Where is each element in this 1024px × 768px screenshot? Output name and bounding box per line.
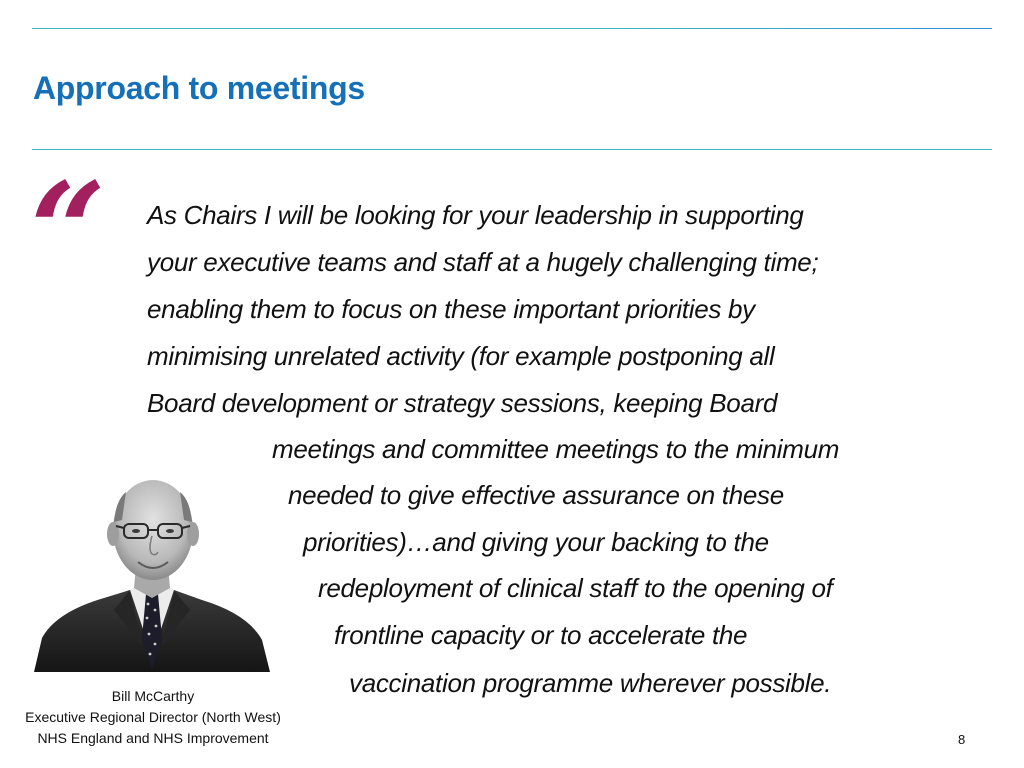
quote-mark-icon: “ bbox=[30, 154, 106, 309]
quote-line: frontline capacity or to accelerate the bbox=[334, 620, 748, 650]
quote-line: redeployment of clinical staff to the opening of bbox=[318, 573, 833, 603]
quote-line: Board development or strategy sessions, keeping Board bbox=[147, 388, 778, 418]
quote-line: As Chairs I will be looking for your leadership in supporting bbox=[147, 200, 804, 230]
speaker-organisation: NHS England and NHS Improvement bbox=[37, 730, 269, 746]
speaker-role: Executive Regional Director (North West) bbox=[25, 709, 281, 725]
quote-line: vaccination programme wherever possible. bbox=[349, 668, 832, 698]
quote-line: meetings and committee meetings to the minimum bbox=[272, 434, 840, 464]
title-divider bbox=[32, 149, 992, 150]
top-divider bbox=[32, 28, 992, 29]
slide-title: Approach to meetings bbox=[33, 70, 365, 106]
quote-line: minimising unrelated activity (for example postponing all bbox=[147, 341, 775, 371]
speaker-name: Bill McCarthy bbox=[111, 688, 195, 704]
page-number: 8 bbox=[958, 732, 966, 747]
speaker-photo bbox=[34, 470, 270, 672]
quote-line: enabling them to focus on these important priorities by bbox=[147, 294, 755, 324]
quote-line: needed to give effective assurance on these bbox=[288, 480, 784, 510]
quote-line: priorities)…and giving your backing to the bbox=[303, 527, 769, 557]
quote-line: your executive teams and staff at a hugely challenging time; bbox=[147, 247, 819, 277]
